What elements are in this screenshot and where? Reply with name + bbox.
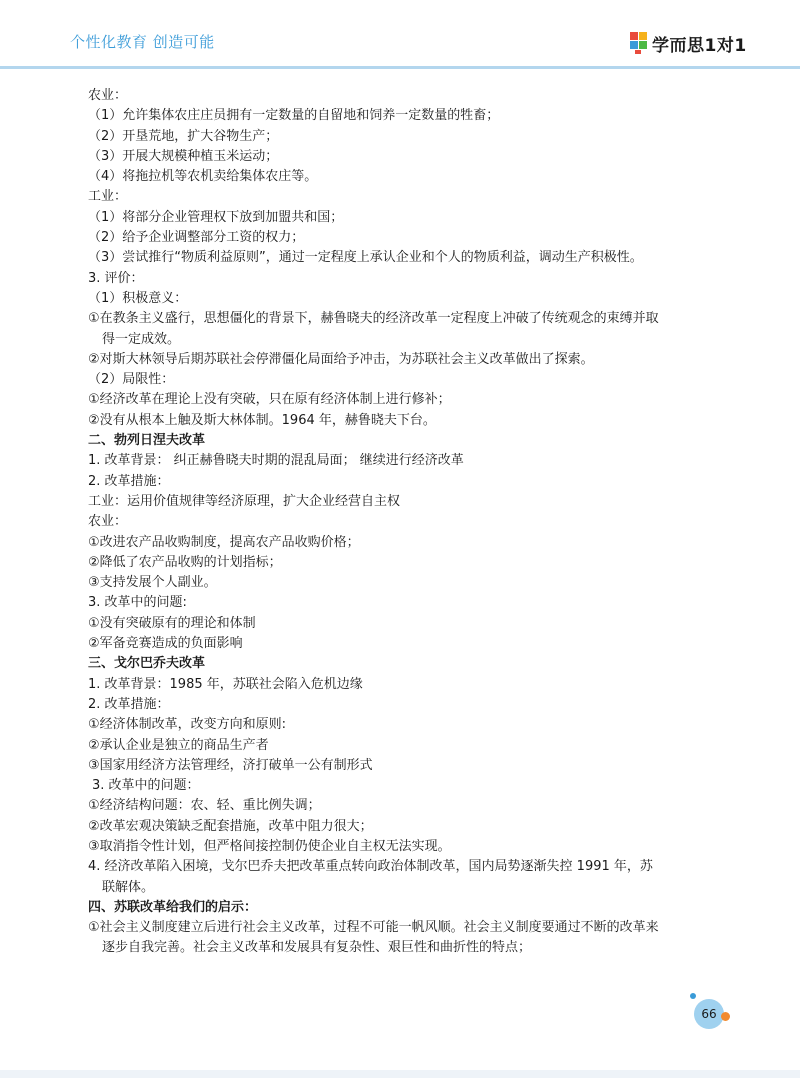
brand-logo-icon xyxy=(630,32,648,54)
brand-name: 学而思1对1 xyxy=(652,35,747,56)
text-line-continuation: 联解体。 xyxy=(102,879,155,895)
document-body xyxy=(88,86,708,959)
decorative-dot xyxy=(690,993,696,999)
text-line: （3）开展大规模种植玉米运动； xyxy=(88,148,279,164)
text-line: ②没有从根本上触及斯大林体制。1964 年，赫鲁晓夫下台。 xyxy=(88,412,436,428)
text-line: ①改进农产品收购制度，提高农产品收购价格； xyxy=(88,534,360,550)
text-line: 3. 评价： xyxy=(88,270,144,286)
text-line: ②降低了农产品收购的计划指标； xyxy=(88,554,282,570)
text-line: ①社会主义制度建立后进行社会主义改革，过程不可能一帆风顺。社会主义制度要通过不断的改革来 xyxy=(88,920,659,936)
section-heading: 四、苏联改革给我们的启示： xyxy=(88,899,258,915)
section-heading: 二、勃列日涅夫改革 xyxy=(88,433,206,449)
text-line-continuation: 逐步自我完善。社会主义改革和发展具有复杂性、艰巨性和曲折性的特点； xyxy=(102,940,532,956)
text-line: ③取消指令性计划，但严格间接控制仍使企业自主权无法实现。 xyxy=(88,838,451,854)
header-slogan: 个性化教育 创造可能 xyxy=(70,33,215,51)
text-line: （4）将拖拉机等农机卖给集体农庄等。 xyxy=(88,169,318,185)
text-line: （2）开垦荒地，扩大谷物生产； xyxy=(88,128,279,144)
text-line: ②对斯大林领导后期苏联社会停滞僵化局面给予冲击，为苏联社会主义改革做出了探索。 xyxy=(88,351,594,367)
text-line: ②承认企业是独立的商品生产者 xyxy=(88,737,269,753)
text-line: ①经济改革在理论上没有突破，只在原有经济体制上进行修补； xyxy=(88,392,451,408)
text-line: 农业： xyxy=(88,88,128,103)
text-line: ①没有突破原有的理论和体制 xyxy=(88,615,256,631)
header-divider xyxy=(0,66,800,69)
text-line: （1）积极意义： xyxy=(88,290,188,306)
text-line: ③支持发展个人副业。 xyxy=(88,575,217,591)
text-line: ③国家用经济方法管理经，济打破单一公有制形式 xyxy=(88,757,373,773)
text-line: ①经济体制改革，改变方向和原则: xyxy=(88,717,287,733)
text-line: 2. 改革措施： xyxy=(88,696,170,712)
text-line: 2. 改革措施： xyxy=(88,473,170,489)
text-line: 工业：运用价值规律等经济原理，扩大企业经营自主权 xyxy=(88,493,401,509)
text-line: ①在教条主义盛行，思想僵化的背景下，赫鲁晓夫的经济改革一定程度上冲破了传统观念的束缚并取 xyxy=(88,311,659,327)
page-header xyxy=(0,0,800,70)
text-line: ②改革宏观决策缺乏配套措施，改革中阻力很大； xyxy=(88,818,373,834)
section-heading: 三、戈尔巴乔夫改革 xyxy=(88,656,206,672)
text-line: ①经济结构问题：农、轻、重比例失调； xyxy=(88,798,321,814)
text-line: 农业： xyxy=(88,514,128,530)
text-line: （2）给予企业调整部分工资的权力； xyxy=(88,230,305,246)
page-number: 66 xyxy=(694,999,724,1029)
footer-band xyxy=(0,1070,800,1078)
text-line: 工业： xyxy=(88,189,128,205)
text-line: 4. 经济改革陷入困境，戈尔巴乔夫把改革重点转向政治体制改革，国内局势逐渐失控 1991 年，苏 xyxy=(88,859,653,875)
text-line: （1）允许集体农庄庄员拥有一定数量的自留地和饲养一定数量的牲畜； xyxy=(88,108,500,124)
decorative-dot xyxy=(721,1012,730,1021)
brand-logo xyxy=(630,30,747,56)
text-line: 1. 改革背景：1985 年，苏联社会陷入危机边缘 xyxy=(88,676,363,692)
text-line: （3）尝试推行“物质利益原则”，通过一定程度上承认企业和个人的物质利益，调动生产积极性。 xyxy=(88,250,643,266)
text-line: 3. 改革中的问题: xyxy=(88,595,187,611)
text-line-continuation: 得一定成效。 xyxy=(102,331,181,347)
text-line: ②军备竞赛造成的负面影响 xyxy=(88,636,243,652)
text-line: 1. 改革背景： 纠正赫鲁晓夫时期的混乱局面； 继续进行经济改革 xyxy=(88,453,464,469)
text-line: （1）将部分企业管理权下放到加盟共和国； xyxy=(88,209,344,225)
text-line: （2）局限性： xyxy=(88,372,175,388)
text-line: 3. 改革中的问题： xyxy=(92,778,200,794)
